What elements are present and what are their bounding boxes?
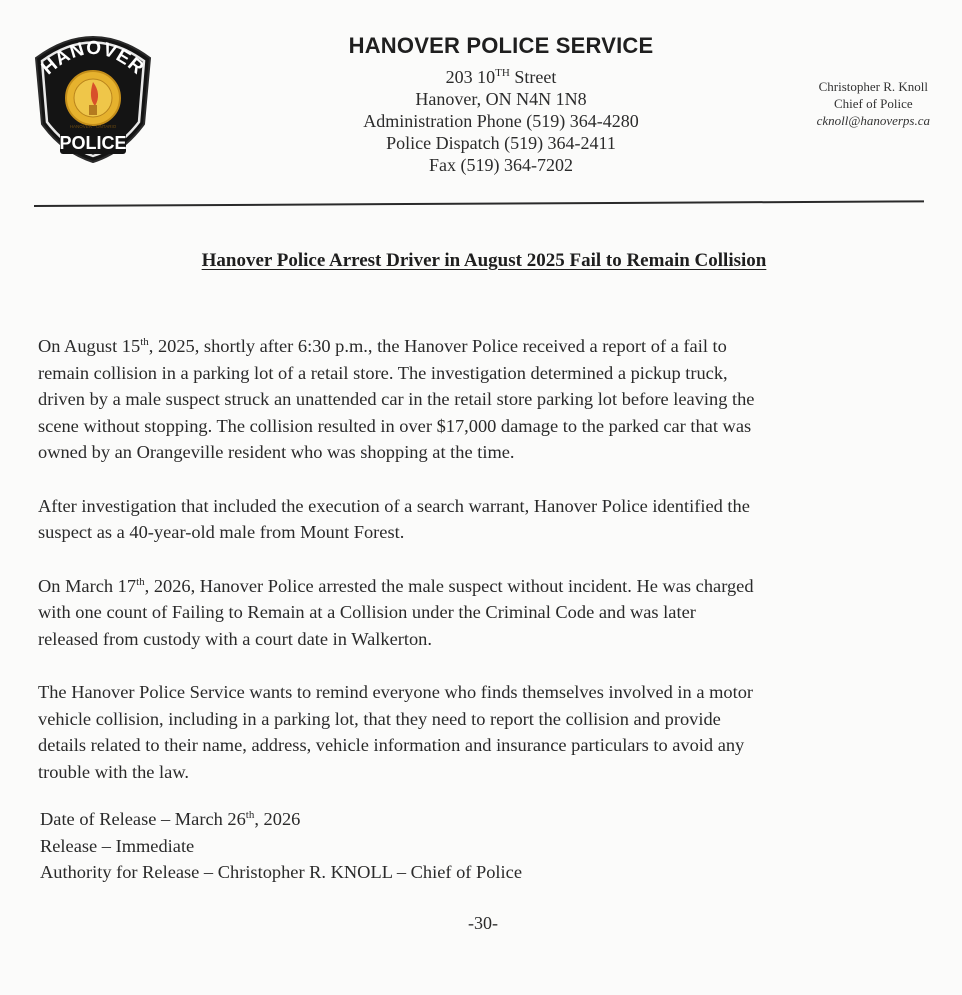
chief-contact-block — [817, 78, 930, 129]
chief-name: Christopher R. Knoll — [818, 79, 928, 94]
city-line: Hanover, ON N4N 1N8 — [415, 89, 587, 109]
header-divider — [34, 200, 924, 207]
admin-phone-line: Administration Phone (519) 364-4280 — [363, 111, 639, 131]
dispatch-phone-line: Police Dispatch (519) 364-2411 — [386, 133, 616, 153]
chief-email: cknoll@hanoverps.ca — [816, 113, 930, 128]
street-line: 203 10TH Street — [445, 67, 557, 87]
logo-bottom-text: POLICE — [59, 133, 127, 153]
end-mark: -30- — [468, 913, 498, 933]
paragraph-reminder: The Hanover Police Service wants to remind everyone who finds themselves involved in a motor vehicle collision, including in a parking lot, that they need to report the collision and provide details related to their name, address, vehicle information and insurance particulars to avoid any trouble with the law. — [38, 682, 754, 782]
headline: Hanover Police Arrest Driver in August 2025 Fail to Remain Collision — [201, 250, 767, 271]
logo-top-text: HANOVER — [37, 37, 149, 80]
logo-seal-text: HANOVER · ONTARIO — [69, 124, 117, 129]
release-date: Date of Release – March 26th, 2026 — [40, 809, 301, 829]
organization-name: HANOVER POLICE SERVICE — [348, 33, 654, 58]
paragraph-investigation: After investigation that included the execution of a search warrant, Hanover Police identified the suspect as a 40-year-old male from Mount Forest. — [38, 495, 750, 542]
release-authority: Authority for Release – Christopher R. KNOLL – Chief of Police — [40, 862, 522, 882]
paragraph-incident: On August 15th, 2025, shortly after 6:30 p.m., the Hanover Police received a report of a fail to remain collision in a parking lot of a retail store. The investigation determined a pickup truck, driven by a male suspect struck an unattended car in the retail store parking lot before leaving the scene without stopping. The collision resulted in over $17,000 damage to the parked car that was owned by an Orangeville resident who was shopping at the time. — [38, 336, 755, 462]
fax-line: Fax (519) 364-7202 — [429, 155, 573, 175]
release-info — [40, 806, 522, 886]
article-body — [38, 333, 938, 812]
release-type: Release – Immediate — [40, 835, 195, 856]
paragraph-arrest: On March 17th, 2026, Hanover Police arrested the male suspect without incident. He was charged with one count of Failing to Remain at a Collision under the Criminal Code and was later released from custody with a court date in Walkerton. — [38, 575, 754, 649]
chief-title: Chief of Police — [833, 96, 913, 111]
